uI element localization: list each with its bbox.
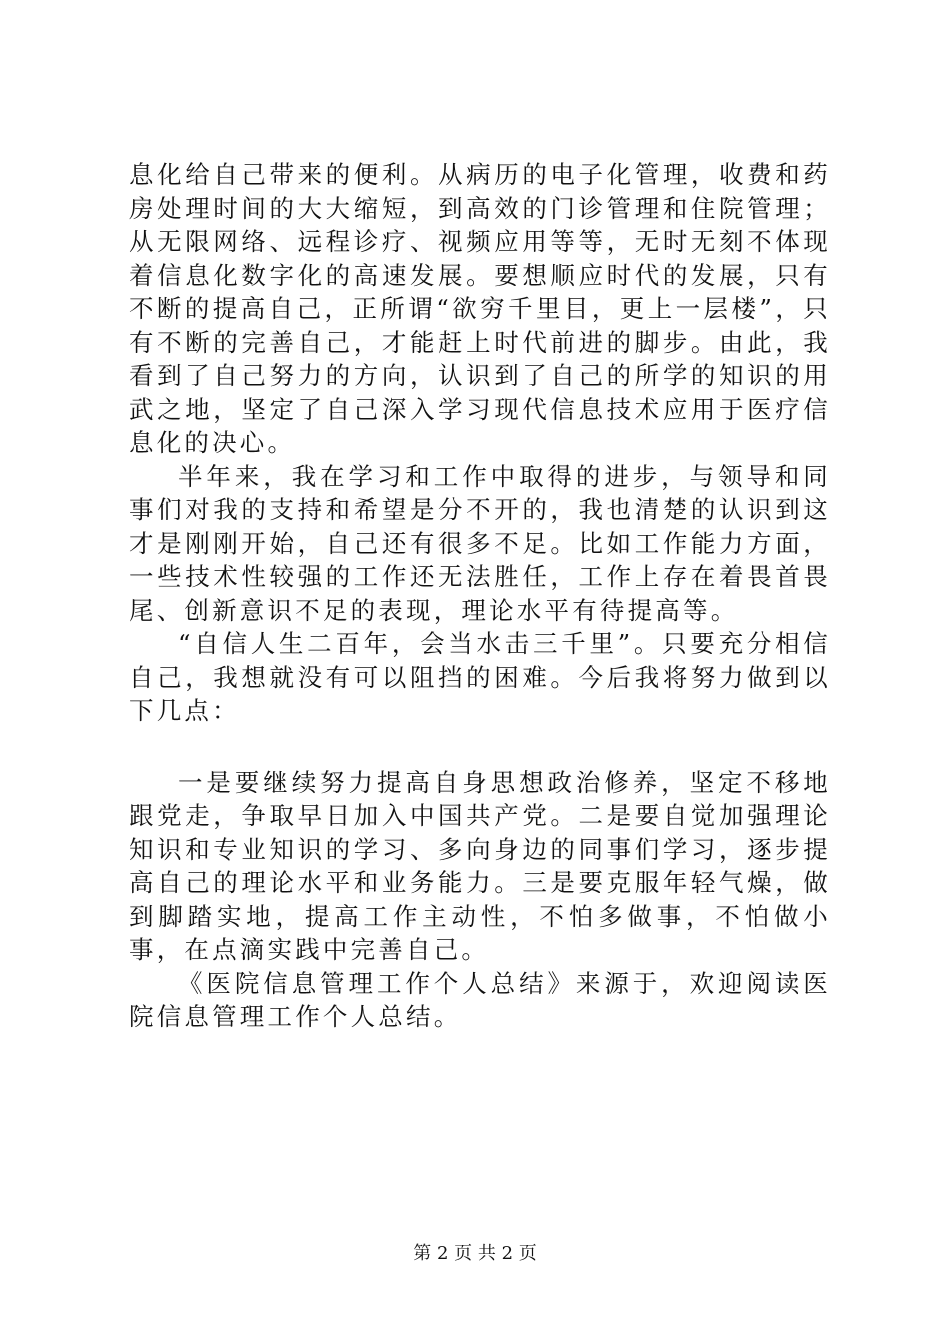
page-number-footer: 第 2 页 共 2 页 <box>413 1243 537 1264</box>
document-body <box>129 158 831 1034</box>
paragraph-spacer <box>129 728 831 766</box>
paragraph-3: “自信人生二百年，会当水击三千里”。只要充分相信自己，我想就没有可以阻挡的困难。今后我将努力做到以下几点： <box>129 629 831 725</box>
paragraph-1: 息化给自己带来的便利。从病历的电子化管理，收费和药房处理时间的大大缩短，到高效的门诊管理和住院管理；从无限网络、远程诊疗、视频应用等等，无时无刻不体现着信息化数字化的高速发展。要想顺应时代的发展，只有不断的提高自己，正所谓“欲穷千里目，更上一层楼”，只有不断的完善自己，才能赶上时代前进的脚步。由此，我看到了自己努力的方向，认识到了自己的所学的知识的用武之地，坚定了自己深入学习现代信息技术应用于医疗信息化的决心。 <box>129 160 831 457</box>
paragraph-2: 半年来，我在学习和工作中取得的进步，与领导和同事们对我的支持和希望是分不开的，我也清楚的认识到这才是刚刚开始，自己还有很多不足。比如工作能力方面，一些技术性较强的工作还无法胜任，工作上存在着畏首畏尾、创新意识不足的表现，理论水平有待提高等。 <box>129 461 831 625</box>
paragraph-5: 《医院信息管理工作个人总结》来源于，欢迎阅读医院信息管理工作个人总结。 <box>129 968 831 1031</box>
paragraph-4: 一是要继续努力提高自身思想政治修养，坚定不移地跟党走，争取早日加入中国共产党。二是要自觉加强理论知识和专业知识的学习、多向身边的同事们学习，逐步提高自己的理论水平和业务能力。三是要克服年轻气燥，做到脚踏实地，提高工作主动性，不怕多做事，不怕做小事，在点滴实践中完善自己。 <box>129 767 831 964</box>
